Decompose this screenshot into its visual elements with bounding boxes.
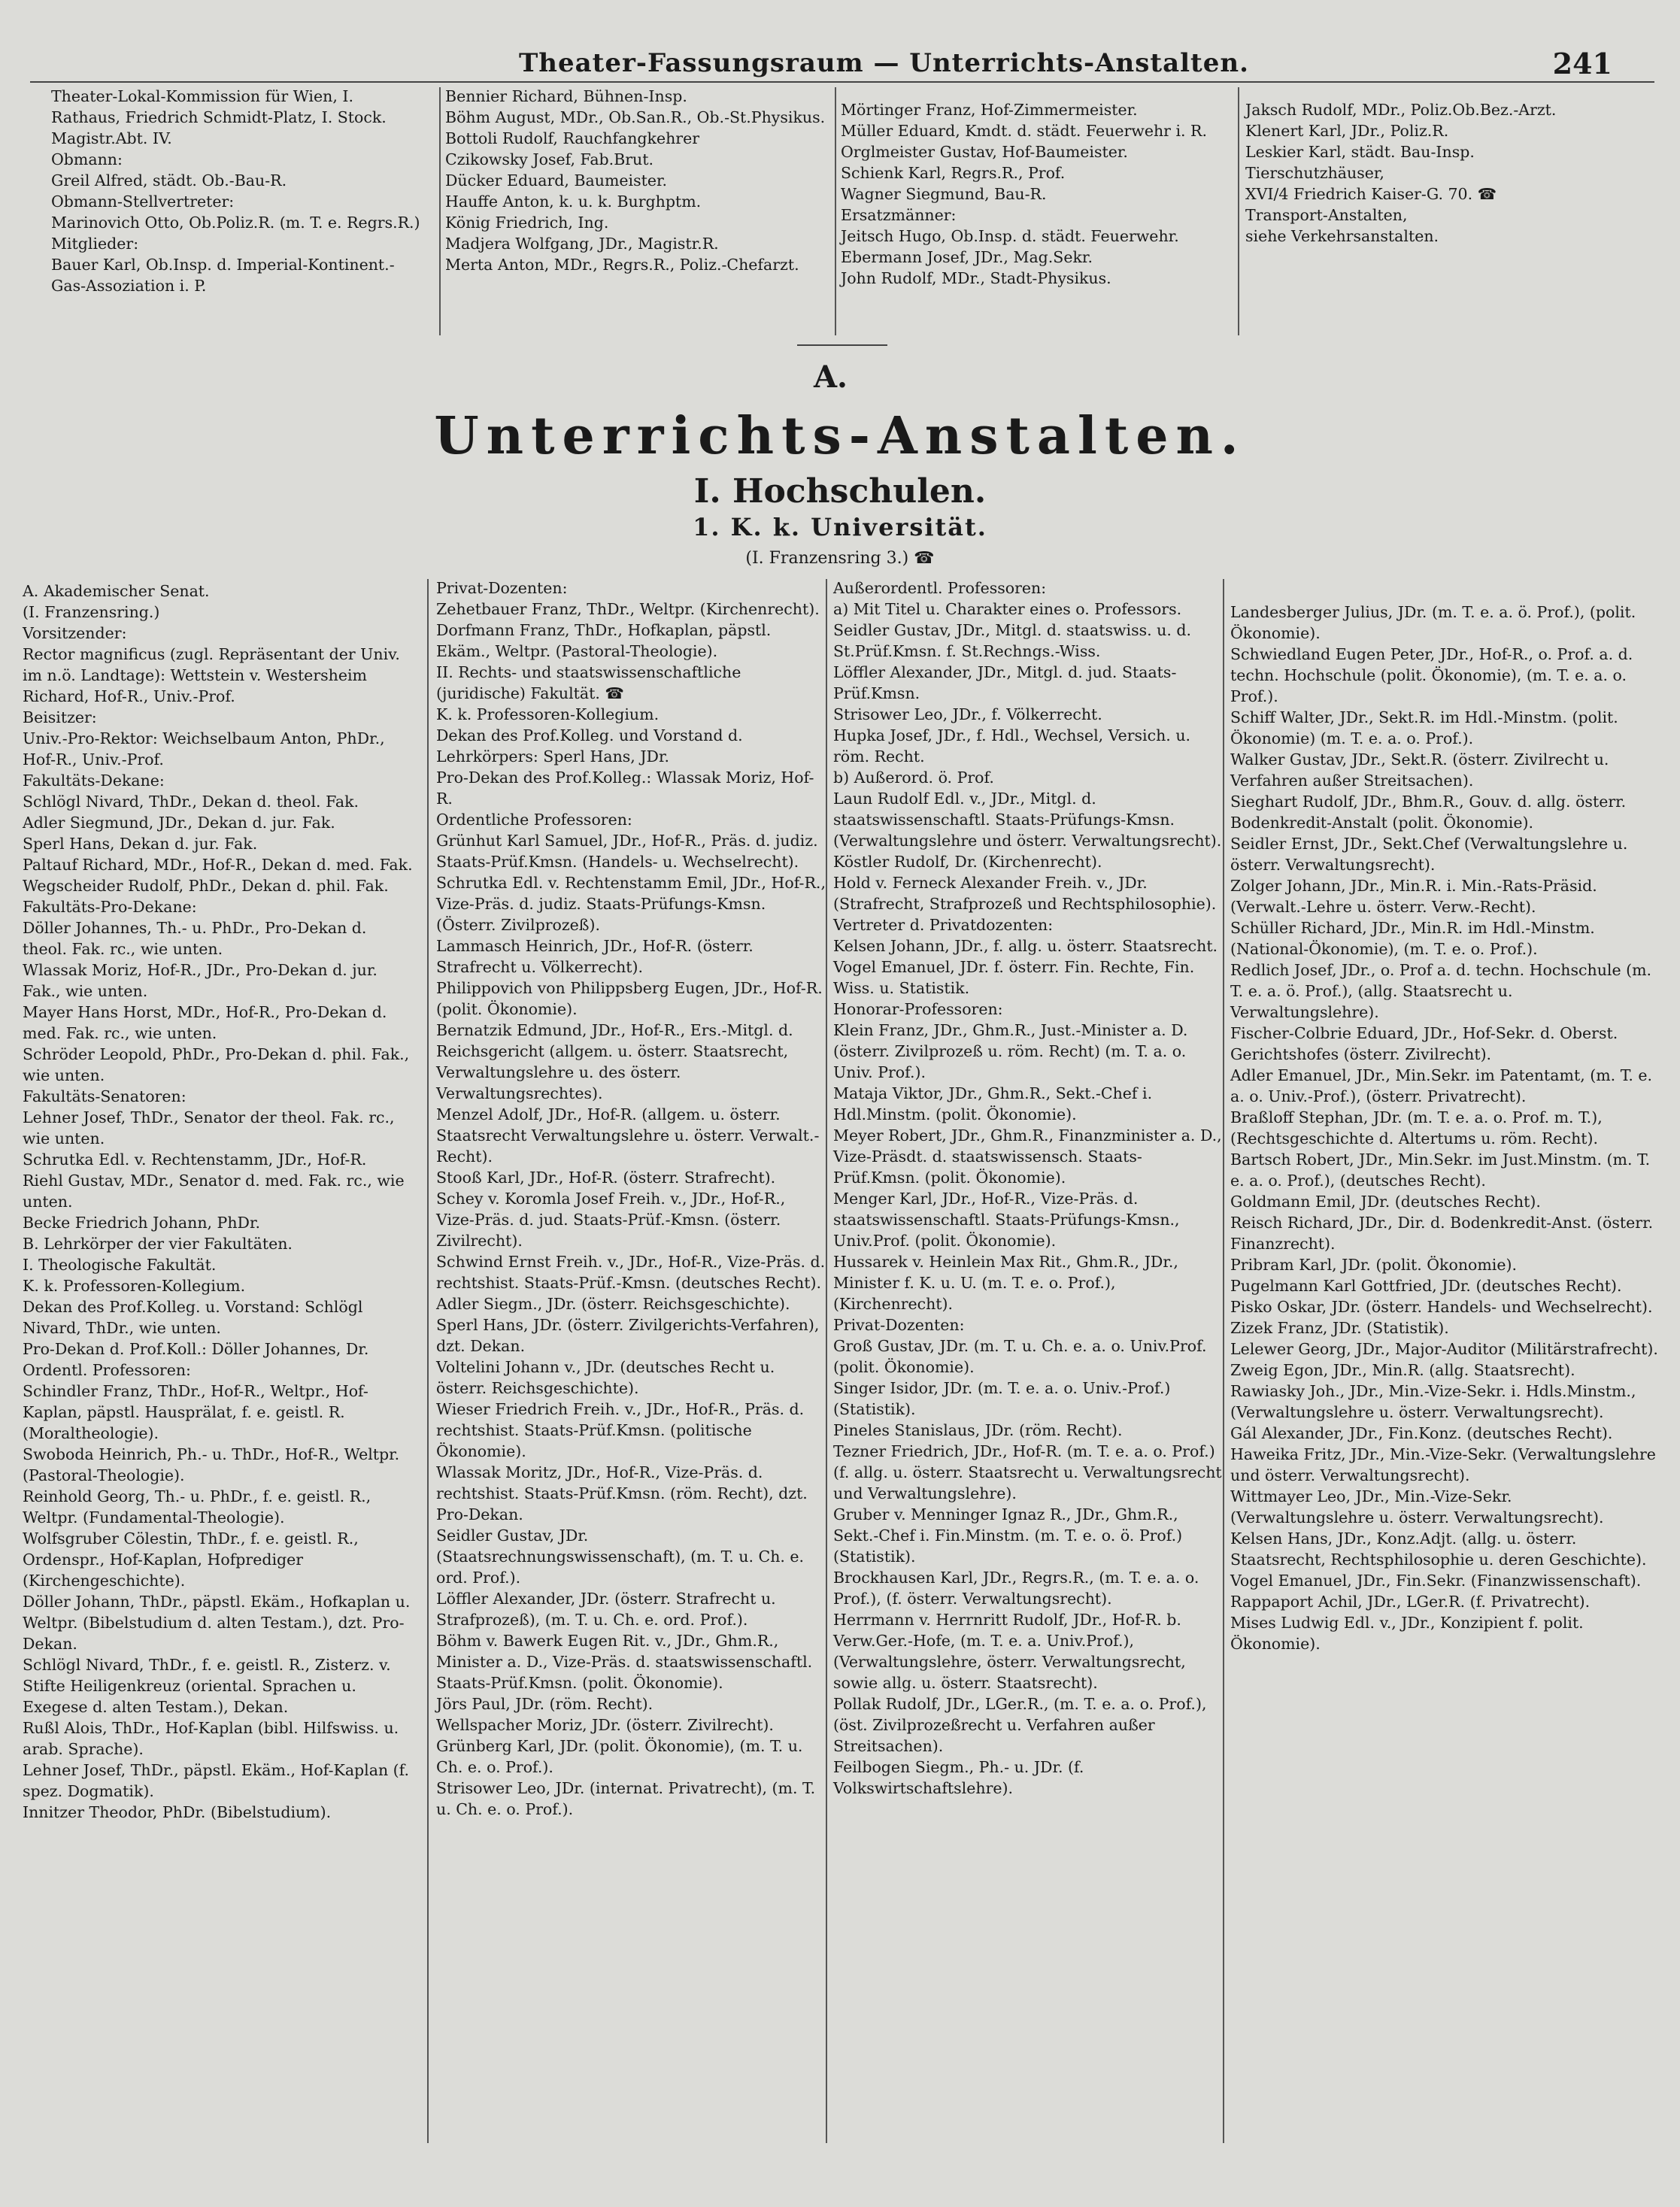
column-divider [427,579,429,2143]
column-divider [1223,579,1224,2143]
university-heading: 1. K. k. Universität. [693,513,987,541]
main-column-1: A. Akademischer Senat. (I. Franzensring.) Vorsitzender: Rector magnificus (zugl. Repräsentant der Univ. im n.ö. Landtage): Wettstein v. Westersheim Richard, Hof-R., Univ.-Prof. Beisitzer: Univ.-Pro-Rektor: Weichselbaum Anton, PhDr., Hof-R., Univ.-Prof. Fakultäts-Dekane: Schlögl Nivard, ThDr., Dekan d. theol. Fak. Adler Siegmund, JDr., Dekan d. jur. Fak. Sperl Hans, Dekan d. jur. Fak. Paltauf Richard, MDr., Hof-R., Dekan d. med. Fak. Wegscheider Rudolf, PhDr., Dekan d. phil. Fak. Fakultäts-Pro-Dekane: Döller Johannes, Th.- u. PhDr., Pro-Dekan d. theol. Fak. rc., wie unten. Wlassak Moriz, Hof-R., JDr., Pro-Dekan d. jur. Fak., wie unten. Mayer Hans Horst, MDr., Hof-R., Pro-Dekan d. med. Fak. rc., wie unten. Schröder Leopold, PhDr., Pro-Dekan d. phil. Fak., wie unten. Fakultäts-Senatoren: Lehner Josef, ThDr., Senator der theol. Fak. rc., wie unten. Schrutka Edl. v. Rechtenstamm, JDr., Hof-R. Riehl Gustav, MDr., Senator d. med. Fak. rc., wie unten. Becke Friedrich Johann, PhDr. B. Lehrkörper der vier Fakultäten. I. Theologische Fakultät. K. k. Professoren-Kollegium. Dekan des Prof.Kolleg. u. Vorstand: Schlögl Nivard, ThDr., wie unten. Pro-Dekan d. Prof.Koll.: Döller Johannes, Dr. Ordentl. Professoren: Schindler Franz, ThDr., Hof-R., Weltpr., Hof-Kaplan, päpstl. Hausprälat, f. e. geistl. R. (Moraltheologie). Swoboda Heinrich, Ph.- u. ThDr., Hof-R., Weltpr. (Pastoral-Theologie). Reinhold Georg, Th.- u. PhDr., f. e. geistl. R., Weltpr. (Fundamental-Theologie). Wolfsgruber Cölestin, ThDr., f. e. geistl. R., Ordenspr., Hof-Kaplan, Hofprediger (Kirchengeschichte). Döller Johann, ThDr., päpstl. Ekäm., Hofkaplan u. Weltpr. (Bibelstudium d. alten Testam.), dzt. Pro-Dekan. Schlögl Nivard, ThDr., f. e. geistl. R., Zisterz. v. Stifte Heiligenkreuz (oriental. Sprachen u. Exegese d. alten Testam.), Dekan. Rußl Alois, ThDr., Hof-Kaplan (bibl. Hilfswiss. u. arab. Sprache). Lehner Josef, ThDr., päpstl. Ekäm., Hof-Kaplan (f. spez. Dogmatik). Innitzer Theodor, PhDr. (Bibelstudium). [23,582,413,1821]
top-column-3: Mörtinger Franz, Hof-Zimmermeister. Müller Eduard, Kmdt. d. städt. Feuerwehr i. R. Orglmeister Gustav, Hof-Baumeister. Schienk Karl, Regrs.R., Prof. Wagner Siegmund, Bau-R. Ersatzmänner: Jeitsch Hugo, Ob.Insp. d. städt. Feuerwehr. Ebermann Josef, JDr., Mag.Sekr. John Rudolf, MDr., Stadt-Physikus. [841,101,1208,287]
top-column-2: Bennier Richard, Bühnen-Insp. Böhm August, MDr., Ob.San.R., Ob.-St.Physikus. Bottoli Rudolf, Rauchfangkehrer Czikowsky Josef, Fab.Brut. Dücker Eduard, Baumeister. Hauffe Anton, k. u. k. Burghptm. König Friedrich, Ing. Madjera Wolfgang, JDr., Magistr.R. Merta Anton, MDr., Regrs.R., Poliz.-Chefarzt. [445,87,826,274]
section-letter: A. [814,359,848,395]
page-header [0,45,1680,90]
page-number: 241 [1552,47,1612,80]
column-divider [826,579,827,2143]
university-address: (I. Franzensring 3.) ☎ [745,549,935,568]
top-column-1: Theater-Lokal-Kommission für Wien, I. Rathaus, Friedrich Schmidt-Platz, I. Stock. Magistr.Abt. IV. Obmann: Greil Alfred, städt. Ob.-Bau-R. Obmann-Stellvertreter: Marinovich Otto, Ob.Poliz.R. (m. T. e. Regrs.R.) Mitglieder: Bauer Karl, Ob.Insp. d. Imperial-Kontinent.-Gas-Assoziation i. P. [51,87,420,295]
column-divider [439,87,441,335]
running-title: Theater-Fassungsraum — Unterrichts-Anstalten. [519,48,1249,78]
column-divider [835,87,836,335]
main-column-4: Landesberger Julius, JDr. (m. T. e. a. ö. Prof.), (polit. Ökonomie). Schwiedland Eugen Peter, JDr., Hof-R., o. Prof. a. d. techn. Hochschule (polit. Ökonomie), (m. T. e. a. o. Prof.). Schiff Walter, JDr., Sekt.R. im Hdl.-Minstm. (polit. Ökonomie) (m. T. e. a. o. Prof.). Walker Gustav, JDr., Sekt.R. (österr. Zivilrecht u. Verfahren außer Streitsachen). Sieghart Rudolf, JDr., Bhm.R., Gouv. d. allg. österr. Bodenkredit-Anstalt (polit. Ökonomie). Seidler Ernst, JDr., Sekt.Chef (Verwaltungslehre u. österr. Verwaltungsrecht). Zolger Johann, JDr., Min.R. i. Min.-Rats-Präsid. (Verwalt.-Lehre u. österr. Verw.-Recht). Schüller Richard, JDr., Min.R. im Hdl.-Minstm. (National-Ökonomie), (m. T. e. o. Prof.). Redlich Josef, JDr., o. Prof a. d. techn. Hochschule (m. T. e. a. ö. Prof.), (allg. Staatsrecht u. Verwaltungslehre). Fischer-Colbrie Eduard, JDr., Hof-Sekr. d. Oberst. Gerichtshofes (österr. Zivilrecht). Adler Emanuel, JDr., Min.Sekr. im Patentamt, (m. T. e. a. o. Univ.-Prof.), (österr. Privatrecht). Braßloff Stephan, JDr. (m. T. e. a. o. Prof. m. T.), (Rechtsgeschichte d. Altertums u. röm. Recht). Bartsch Robert, JDr., Min.Sekr. im Just.Minstm. (m. T. e. a. o. Prof.), (deutsches Recht). Goldmann Emil, JDr. (deutsches Recht). Reisch Richard, JDr., Dir. d. Bodenkredit-Anst. (österr. Finanzrecht). Pribram Karl, JDr. (polit. Ökonomie). Pugelmann Karl Gottfried, JDr. (deutsches Recht). Pisko Oskar, JDr. (österr. Handels- und Wechselrecht). Zizek Franz, JDr. (Statistik). Lelewer Georg, JDr., Major-Auditor (Militärstrafrecht). Zweig Egon, JDr., Min.R. (allg. Staatsrecht). Rawiasky Joh., JDr., Min.-Vize-Sekr. i. Hdls.Minstm., (Verwaltungslehre u. österr. Verwaltungsrecht). Gál Alexander, JDr., Fin.Konz. (deutsches Recht). Haweika Fritz, JDr., Min.-Vize-Sekr. (Verwaltungslehre und österr. Verwaltungsrecht). Wittmayer Leo, JDr., Min.-Vize-Sekr. (Verwaltungslehre u. österr. Verwaltungsrecht). Kelsen Hans, JDr., Konz.Adjt. (allg. u. österr. Staatsrecht, Rechtsphilosophie u. deren Geschichte). Vogel Emanuel, JDr., Fin.Sekr. (Finanzwissenschaft). Rappaport Achil, JDr., LGer.R. (f. Privatrecht). Mises Ludwig Edl. v., JDr., Konzipient f. polit. Ökonomie). [1230,603,1658,1653]
column-divider [1238,87,1239,335]
section-subtitle: I. Hochschulen. [693,472,987,511]
header-rule [30,81,1654,83]
section-rule [797,344,887,346]
section-title: Unterrichts-Anstalten. [434,406,1246,466]
top-column-4: Jaksch Rudolf, MDr., Poliz.Ob.Bez.-Arzt. Klenert Karl, JDr., Poliz.R. Leskier Karl, städt. Bau-Insp. Tierschutzhäuser, XVI/4 Friedrich Kaiser-G. 70. ☎ Transport-Anstalten, siehe Verkehrsanstalten. [1245,101,1557,245]
main-column-2: Privat-Dozenten: Zehetbauer Franz, ThDr., Weltpr. (Kirchenrecht). Dorfmann Franz, ThDr., Hofkaplan, päpstl. Ekäm., Weltpr. (Pastoral-Theologie). II. Rechts- und staatswissenschaftliche (juridische) Fakultät. ☎ K. k. Professoren-Kollegium. Dekan des Prof.Kolleg. und Vorstand d. Lehrkörpers: Sperl Hans, JDr. Pro-Dekan des Prof.Kolleg.: Wlassak Moriz, Hof-R. Ordentliche Professoren: Grünhut Karl Samuel, JDr., Hof-R., Präs. d. judiz. Staats-Prüf.Kmsn. (Handels- u. Wechselrecht). Schrutka Edl. v. Rechtenstamm Emil, JDr., Hof-R., Vize-Präs. d. judiz. Staats-Prüfungs-Kmsn. (Österr. Zivilprozeß). Lammasch Heinrich, JDr., Hof-R. (österr. Strafrecht u. Völkerrecht). Philippovich von Philippsberg Eugen, JDr., Hof-R. (polit. Ökonomie). Bernatzik Edmund, JDr., Hof-R., Ers.-Mitgl. d. Reichsgericht (allgem. u. österr. Staatsrecht, Verwaltungslehre u. des österr. Verwaltungsrechtes). Menzel Adolf, JDr., Hof-R. (allgem. u. österr. Staatsrecht Verwaltungslehre u. österr. Verwalt.-Recht). Stooß Karl, JDr., Hof-R. (österr. Strafrecht). Schey v. Koromla Josef Freih. v., JDr., Hof-R., Vize-Präs. d. jud. Staats-Prüf.-Kmsn. (österr. Zivilrecht). Schwind Ernst Freih. v., JDr., Hof-R., Vize-Präs. d. rechtshist. Staats-Prüf.-Kmsn. (deutsches Recht). Adler Siegm., JDr. (österr. Reichsgeschichte). Sperl Hans, JDr. (österr. Zivilgerichts-Verfahren), dzt. Dekan. Voltelini Johann v., JDr. (deutsches Recht u. österr. Reichsgeschichte). Wieser Friedrich Freih. v., JDr., Hof-R., Präs. d. rechtshist. Staats-Prüf.Kmsn. (politische Ökonomie). Wlassak Moritz, JDr., Hof-R., Vize-Präs. d. rechtshist. Staats-Prüf.Kmsn. (röm. Recht), dzt. Pro-Dekan. Seidler Gustav, JDr. (Staatsrechnungswissenschaft), (m. T. u. Ch. e. ord. Prof.). Löffler Alexander, JDr. (österr. Strafrecht u. Strafprozeß), (m. T. u. Ch. e. ord. Prof.). Böhm v. Bawerk Eugen Rit. v., JDr., Ghm.R., Minister a. D., Vize-Präs. d. staatswissenschaftl. Staats-Prüf.Kmsn. (polit. Ökonomie). Jörs Paul, JDr. (röm. Recht). Wellspacher Moriz, JDr. (österr. Zivilrecht). Grünberg Karl, JDr. (polit. Ökonomie), (m. T. u. Ch. e. o. Prof.). Strisower Leo, JDr. (internat. Privatrecht), (m. T. u. Ch. e. o. Prof.). [436,579,826,1818]
main-column-3: Außerordentl. Professoren: a) Mit Titel u. Charakter eines o. Professors. Seidler Gustav, JDr., Mitgl. d. staatswiss. u. d. St.Prüf.Kmsn. f. St.Rechngs.-Wiss. Löffler Alexander, JDr., Mitgl. d. jud. Staats-Prüf.Kmsn. Strisower Leo, JDr., f. Völkerrecht. Hupka Josef, JDr., f. Hdl., Wechsel, Versich. u. röm. Recht. b) Außerord. ö. Prof. Laun Rudolf Edl. v., JDr., Mitgl. d. staatswissenschaftl. Staats-Prüfungs-Kmsn. (Verwaltungslehre und österr. Verwaltungsrecht). Köstler Rudolf, Dr. (Kirchenrecht). Hold v. Ferneck Alexander Freih. v., JDr. (Strafrecht, Strafprozeß und Rechtsphilosophie). Vertreter d. Privatdozenten: Kelsen Johann, JDr., f. allg. u. österr. Staatsrecht. Vogel Emanuel, JDr. f. österr. Fin. Rechte, Fin. Wiss. u. Statistik. Honorar-Professoren: Klein Franz, JDr., Ghm.R., Just.-Minister a. D. (österr. Zivilprozeß u. röm. Recht) (m. T. a. o. Univ. Prof.). Mataja Viktor, JDr., Ghm.R., Sekt.-Chef i. Hdl.Minstm. (polit. Ökonomie). Meyer Robert, JDr., Ghm.R., Finanzminister a. D., Vize-Präsdt. d. staatswissensch. Staats-Prüf.Kmsn. (polit. Ökonomie). Menger Karl, JDr., Hof-R., Vize-Präs. d. staatswissenschaftl. Staats-Prüfungs-Kmsn., Univ.Prof. (polit. Ökonomie). Hussarek v. Heinlein Max Rit., Ghm.R., JDr., Minister f. K. u. U. (m. T. e. o. Prof.), (Kirchenrecht). Privat-Dozenten: Groß Gustav, JDr. (m. T. u. Ch. e. a. o. Univ.Prof. (polit. Ökonomie). Singer Isidor, JDr. (m. T. e. a. o. Univ.-Prof.) (Statistik). Pineles Stanislaus, JDr. (röm. Recht). Tezner Friedrich, JDr., Hof-R. (m. T. e. a. o. Prof.) (f. allg. u. österr. Staatsrecht u. Verwaltungsrecht und Verwaltungslehre). Gruber v. Menninger Ignaz R., JDr., Ghm.R., Sekt.-Chef i. Fin.Minstm. (m. T. e. o. ö. Prof.) (Statistik). Brockhausen Karl, JDr., Regrs.R., (m. T. e. a. o. Prof.), (f. österr. Verwaltungsrecht). Herrmann v. Herrnritt Rudolf, JDr., Hof-R. b. Verw.Ger.-Hofe, (m. T. e. a. Univ.Prof.), (Verwaltungslehre, österr. Verwaltungsrecht, sowie allg. u. österr. Staatsrecht). Pollak Rudolf, JDr., LGer.R., (m. T. e. a. o. Prof.), (öst. Zivilprozeßrecht u. Verfahren außer Streitsachen). Feilbogen Siegm., Ph.- u. JDr. (f. Volkswirtschaftslehre). [833,579,1222,1797]
